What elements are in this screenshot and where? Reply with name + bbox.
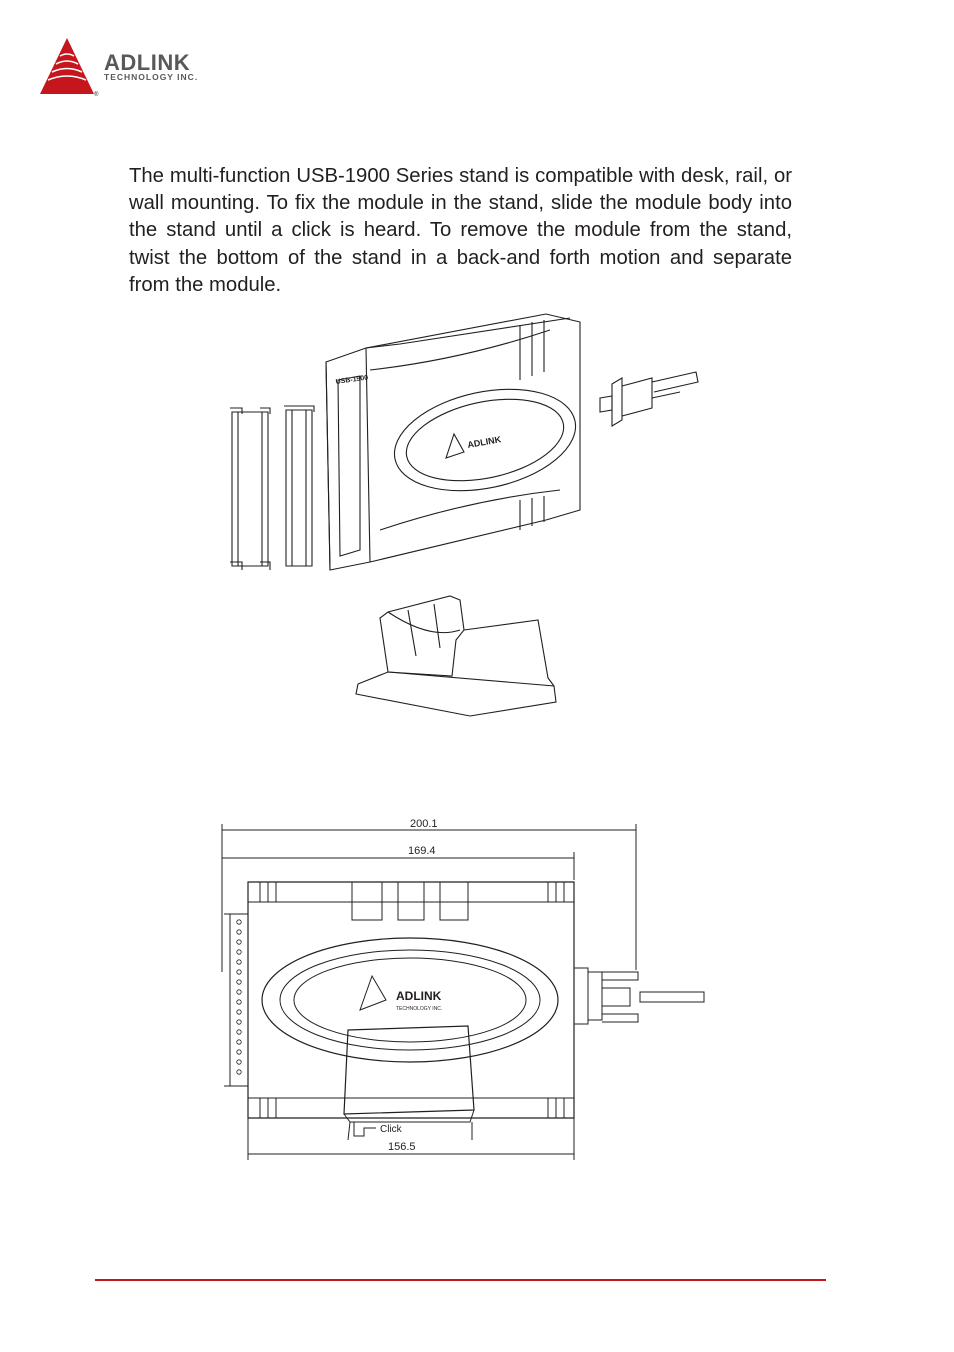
drawing-logo-text: ADLINK <box>396 989 442 1003</box>
terminal-block-right <box>284 406 314 566</box>
module-stand <box>356 596 556 716</box>
dim-stand-label: 156.5 <box>388 1141 416 1153</box>
module-exploded-figure <box>220 300 710 720</box>
stand-description: The multi-function USB-1900 Series stand is compatible with desk, rail, or wall mounting. To fix the module in the stand, slide the module body into the stand until a click is heard. To remove the module from the stand, twist the bottom of the stand in a back-and forth motion and separate from the module. <box>129 165 792 296</box>
terminal-pins <box>237 920 241 1074</box>
svg-text:®: ® <box>94 92 99 98</box>
module-model-label: USB-1900 <box>335 374 369 386</box>
usb-cable <box>600 372 698 426</box>
drawing-logo-subtext: TECHNOLOGY INC. <box>396 1006 443 1012</box>
click-label: Click <box>380 1124 402 1135</box>
drawing-logo-icon <box>360 976 386 1010</box>
dim-body-label: 169.4 <box>408 845 436 857</box>
dimension-drawing <box>210 810 720 1160</box>
adlink-logo <box>38 36 238 100</box>
brand-subtitle: TECHNOLOGY INC. <box>104 72 199 82</box>
brand-name: ADLINK <box>104 50 191 75</box>
footer-rule <box>95 1279 826 1281</box>
dim-total-label: 200.1 <box>410 818 438 830</box>
terminal-block-left <box>230 408 270 570</box>
module-logo-text: ADLINK <box>466 434 502 450</box>
adlink-triangle-icon <box>38 36 100 98</box>
